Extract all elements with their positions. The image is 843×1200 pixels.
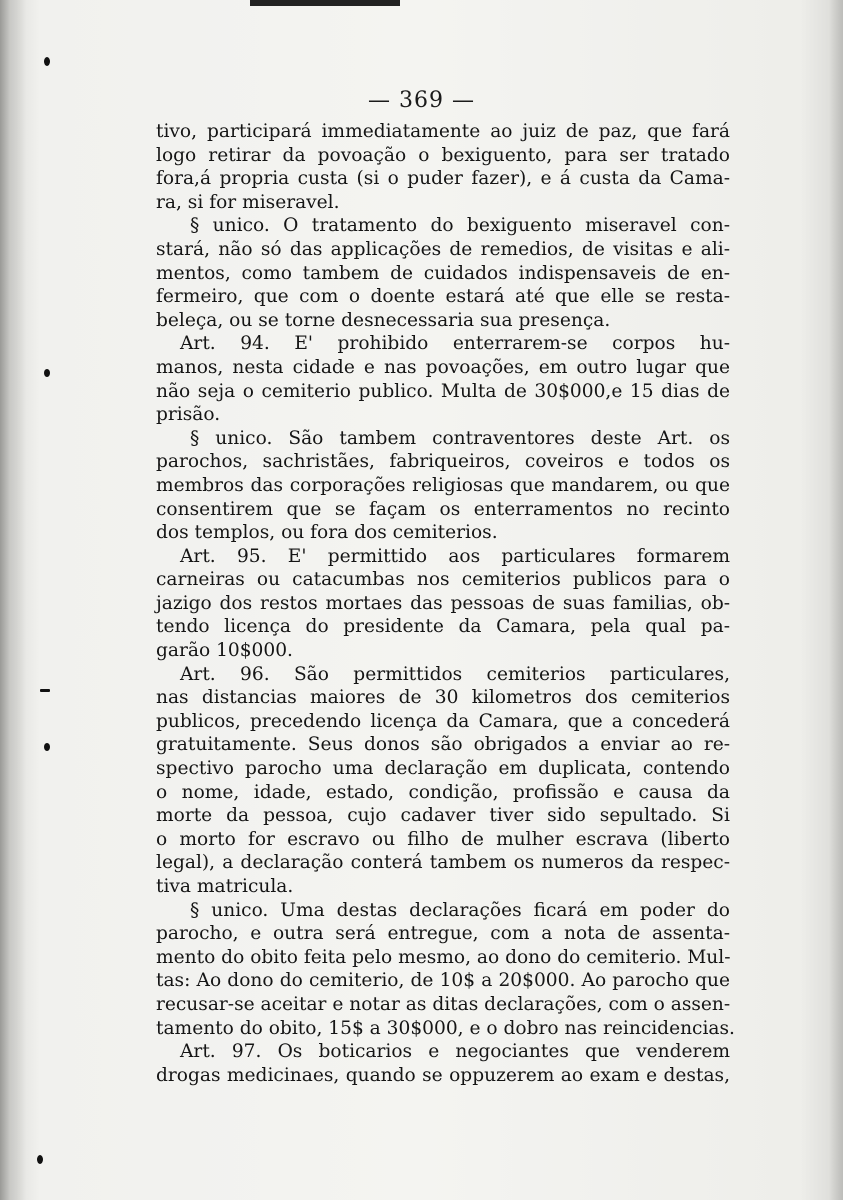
text-line: Art. 96. São permittidos cemiterios particulares, <box>180 663 730 685</box>
text-line: logo retirar da povoação o bexiguento, para ser tratado <box>156 144 730 166</box>
text-line: tamento do obito, 15$ a 30$000, e o dobro nas reincidencias. <box>156 1017 735 1039</box>
text-line: dos templos, ou fora dos cemiterios. <box>156 522 498 544</box>
text-line: carneiras ou catacumbas nos cemiterios publicos para o <box>156 569 730 591</box>
text-line: fora,á propria custa (si o puder fazer), e á custa da Cama- <box>156 168 730 190</box>
text-line: gratuitamente. Seus donos são obrigados a enviar ao re- <box>156 734 730 756</box>
text-line: Art. 95. E' permittido aos particulares formarem <box>180 545 730 567</box>
text-line: fermeiro, que com o doente estará até que elle se resta- <box>156 286 730 308</box>
text-line: stará, não só das applicações de remedios, de visitas e ali- <box>156 238 730 260</box>
binding-hole-mark <box>40 689 50 692</box>
text-line: § unico. Uma destas declarações ficará em poder do <box>190 899 730 921</box>
text-line: prisão. <box>156 404 221 426</box>
text-line: publicos, precedendo licença da Camara, que a concederá <box>156 710 730 732</box>
text-line: tiva matricula. <box>156 876 294 897</box>
text-line: não seja o cemiterio publico. Multa de 30$000,e 15 dias de <box>156 380 730 402</box>
text-line: jazigo dos restos mortaes das pessoas de suas familias, ob- <box>156 592 730 614</box>
text-line: tas: Ao dono do cemiterio, de 10$ a 20$000. Ao parocho que <box>156 970 730 992</box>
text-line: parochos, sachristães, fabriqueiros, coveiros e todos os <box>156 451 730 473</box>
page-number: — 369 — <box>368 88 475 113</box>
binding-hole-mark <box>44 743 50 751</box>
text-line: manos, nesta cidade e nas povoações, em outro lugar que <box>156 356 730 378</box>
page-right-edge <box>829 0 843 1200</box>
text-line: garão 10$000. <box>156 640 293 662</box>
page-spine-shadow <box>0 0 26 1200</box>
text-line: tivo, participará immediatamente ao juiz de paz, que fará <box>156 121 730 142</box>
text-line: nas distancias maiores de 30 kilometros dos cemiterios <box>156 687 730 709</box>
text-line: tendo licença do presidente da Camara, pela qual pa- <box>156 616 730 638</box>
text-line: membros das corporações religiosas que mandarem, ou que <box>156 474 730 496</box>
binding-hole-mark <box>44 57 50 66</box>
text-line: consentirem que se façam os enterramentos no recinto <box>156 498 730 520</box>
text-line: beleça, ou se torne desnecessaria sua presença. <box>156 309 611 331</box>
text-line: o nome, idade, estado, condição, profissão e causa da <box>156 781 730 803</box>
text-line: § unico. O tratamento do bexiguento miseravel con- <box>190 215 730 237</box>
text-line: Art. 97. Os boticarios e negociantes que venderem <box>180 1041 730 1063</box>
text-line: mento do obito feita pelo mesmo, ao dono do cemiterio. Mul- <box>156 946 731 968</box>
text-line: ra, si for miseravel. <box>156 191 340 213</box>
scan-top-bar <box>250 0 400 6</box>
text-line: morte da pessoa, cujo cadaver tiver sido sepultado. Si <box>156 805 730 827</box>
text-line: § unico. São tambem contraventores deste Art. os <box>190 427 730 449</box>
text-line: spectivo parocho uma declaração em duplicata, contendo <box>156 758 730 780</box>
binding-hole-mark <box>44 369 50 377</box>
text-line: parocho, e outra será entregue, com a nota de assenta- <box>156 923 730 945</box>
text-line: drogas medicinaes, quando se oppuzerem ao exam e destas, <box>156 1064 730 1086</box>
text-line: recusar-se aceitar e notar as ditas declarações, com o assen- <box>156 993 731 1015</box>
text-line: o morto for escravo ou filho de mulher escrava (liberto <box>156 828 730 850</box>
text-line: mentos, como tambem de cuidados indispensaveis de en- <box>156 262 730 284</box>
text-line: Art. 94. E' prohibido enterrarem-se corpos hu- <box>180 333 730 355</box>
text-line: legal), a declaração conterá tambem os numeros da respec- <box>156 852 730 874</box>
binding-hole-mark <box>37 1155 43 1164</box>
body-text <box>156 120 735 1087</box>
